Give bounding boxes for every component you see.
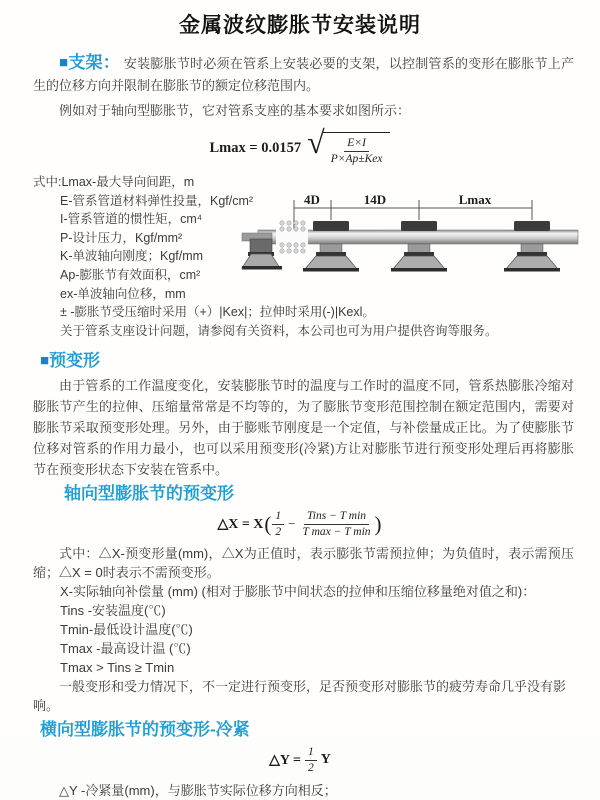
one-half-fraction bbox=[272, 509, 284, 540]
minus-sign: − bbox=[288, 516, 296, 532]
definition-line: I-管系管道的惯性矩，cm⁴ bbox=[60, 212, 203, 227]
lmax-fraction-numerator: E×I bbox=[344, 136, 369, 152]
half-numerator: 1 bbox=[272, 509, 284, 525]
guide-support bbox=[391, 221, 447, 272]
subheading-lateral-predeform: 横向型膨胀节的预变形-冷紧 bbox=[40, 720, 250, 740]
dim-label-lmax: Lmax bbox=[458, 192, 492, 207]
section-heading-predeform bbox=[40, 350, 600, 372]
lateral-formula-lhs: △Y = bbox=[269, 752, 301, 768]
lmax-formula-lhs: Lmax = 0.0157 bbox=[209, 139, 302, 156]
page-title: 金属波纹膨胀节安装说明 bbox=[179, 14, 421, 37]
consult-note: 关于管系支座设计问题，请参阅有关资料，本公司也可为用户提供咨询等服务。 bbox=[60, 323, 498, 338]
support-example-line: 例如对于轴向型膨胀节，它对管系支座的基本要求如图所示： bbox=[59, 103, 411, 118]
definition-line: Tmin-最低设计温度(℃) bbox=[60, 622, 193, 638]
radicand bbox=[323, 132, 391, 167]
half-numerator: 1 bbox=[305, 745, 317, 761]
lateral-predeform-formula bbox=[0, 745, 600, 775]
dim-label-14d: 14D bbox=[363, 192, 387, 207]
temp-fraction-numerator: Tins − T min bbox=[304, 509, 369, 525]
guide-support bbox=[504, 221, 560, 272]
predeform-heading-text: 预变形 bbox=[49, 351, 101, 371]
pipe-support-diagram bbox=[242, 192, 599, 288]
definition-line: E-管系管道材料弹性投量，Kgf/cm² bbox=[60, 193, 254, 208]
support-intro-paragraph bbox=[33, 52, 574, 97]
definition-line: Ap-膨胀节有效面积，cm² bbox=[60, 267, 201, 282]
definition-line: K-单波轴向刚度；Kgf/mm bbox=[60, 249, 204, 264]
definition-line: Tmax > Tins ≥ Tmin bbox=[60, 660, 175, 676]
lmax-fraction bbox=[328, 136, 386, 167]
bellows-icon bbox=[276, 221, 308, 253]
temperature-fraction bbox=[300, 509, 374, 540]
support-intro-text: 安装膨胀节时必须在管系上安装必要的支架，以控制管系的变形在膨胀节上产生的位移方向并限制在膨胀节的额定位移范围内。 bbox=[33, 56, 574, 93]
sqrt-expression bbox=[307, 124, 390, 167]
half-denominator: 2 bbox=[307, 761, 314, 774]
lateral-note: △Y -冷紧量(mm)，与膨胀节实际位移方向相反； bbox=[59, 783, 337, 799]
guide-support bbox=[303, 221, 359, 272]
axial-formula-lhs: △X = X bbox=[217, 516, 264, 532]
temp-fraction-denominator: T max − T min bbox=[302, 525, 371, 538]
predeform-paragraph: 由于管系的工作温度变化，安装膨胀节时的温度与工作时的温度不同，管系热膨胀冷缩对膨胀节产生的拉伸、压缩量常常是不均等的，为了膨胀节变形范围控制在额定范围内，需要对膨胀节采取预变形处理。另外，由于膨账节刚度是一个定值，与补偿量成正比。为了使膨胀节位移对管系的作用力最小，也可以采用预变形(冷紧)方让对膨胀节进行预变形处理后再将膨胀节在预变形状态下安装在管系中。 bbox=[33, 378, 574, 478]
radical-sign: √ bbox=[307, 124, 325, 161]
definition-line: Tins -安装温度(℃) bbox=[60, 603, 166, 619]
half-denominator: 2 bbox=[275, 525, 282, 538]
lateral-formula-rhs: Y bbox=[320, 752, 331, 768]
definition-line: Tmax -最高设计温 (℃) bbox=[60, 641, 191, 657]
definition-line: ex-单波轴向位移，mm bbox=[60, 286, 186, 301]
definition-line: 式中:Lmax-最大导向间距，m bbox=[33, 175, 195, 189]
open-paren: ( bbox=[264, 511, 272, 536]
pipe-support-diagram-svg bbox=[242, 192, 599, 288]
section-square-icon: ■ bbox=[40, 352, 50, 370]
close-paren: ) bbox=[374, 511, 382, 536]
axial-formula-explanation: 式中：△X-预变形量(mm)，△X为正值时，表示膨张节需预拉伸；为负值时，表示需预压缩；△X = 0时表示不需预变形。 bbox=[33, 546, 574, 581]
section-square-icon: ■ bbox=[59, 54, 69, 71]
dim-label-4d: 4D bbox=[304, 192, 320, 207]
lmax-fraction-denominator: P×Ap±Kex bbox=[330, 153, 383, 165]
one-half-fraction bbox=[305, 745, 317, 776]
plus-minus-note: ± -膨胀节受压缩时采用（+）|Kex|；拉伸时采用(-)|Kexl。 bbox=[60, 305, 375, 320]
axial-note: 一般变形和受力情况下，不一定进行预变形，足否预变形对膨胀节的疲劳寿命几乎没有影响。 bbox=[33, 679, 567, 714]
definition-line: P-设计压力，Kgf/mm² bbox=[60, 230, 183, 245]
definition-line: X-实际轴向补偿量 (mm) (相对于膨胀节中间状态的拉伸和压缩位移量绝对值之和)： bbox=[60, 584, 536, 600]
section-heading-support: 支架： bbox=[68, 53, 121, 72]
subheading-axial-predeform: 轴向型膨胀节的预变形 bbox=[64, 484, 234, 504]
axial-predeform-formula bbox=[0, 508, 600, 540]
lmax-formula bbox=[0, 124, 600, 167]
axial-definitions-list bbox=[60, 582, 574, 677]
